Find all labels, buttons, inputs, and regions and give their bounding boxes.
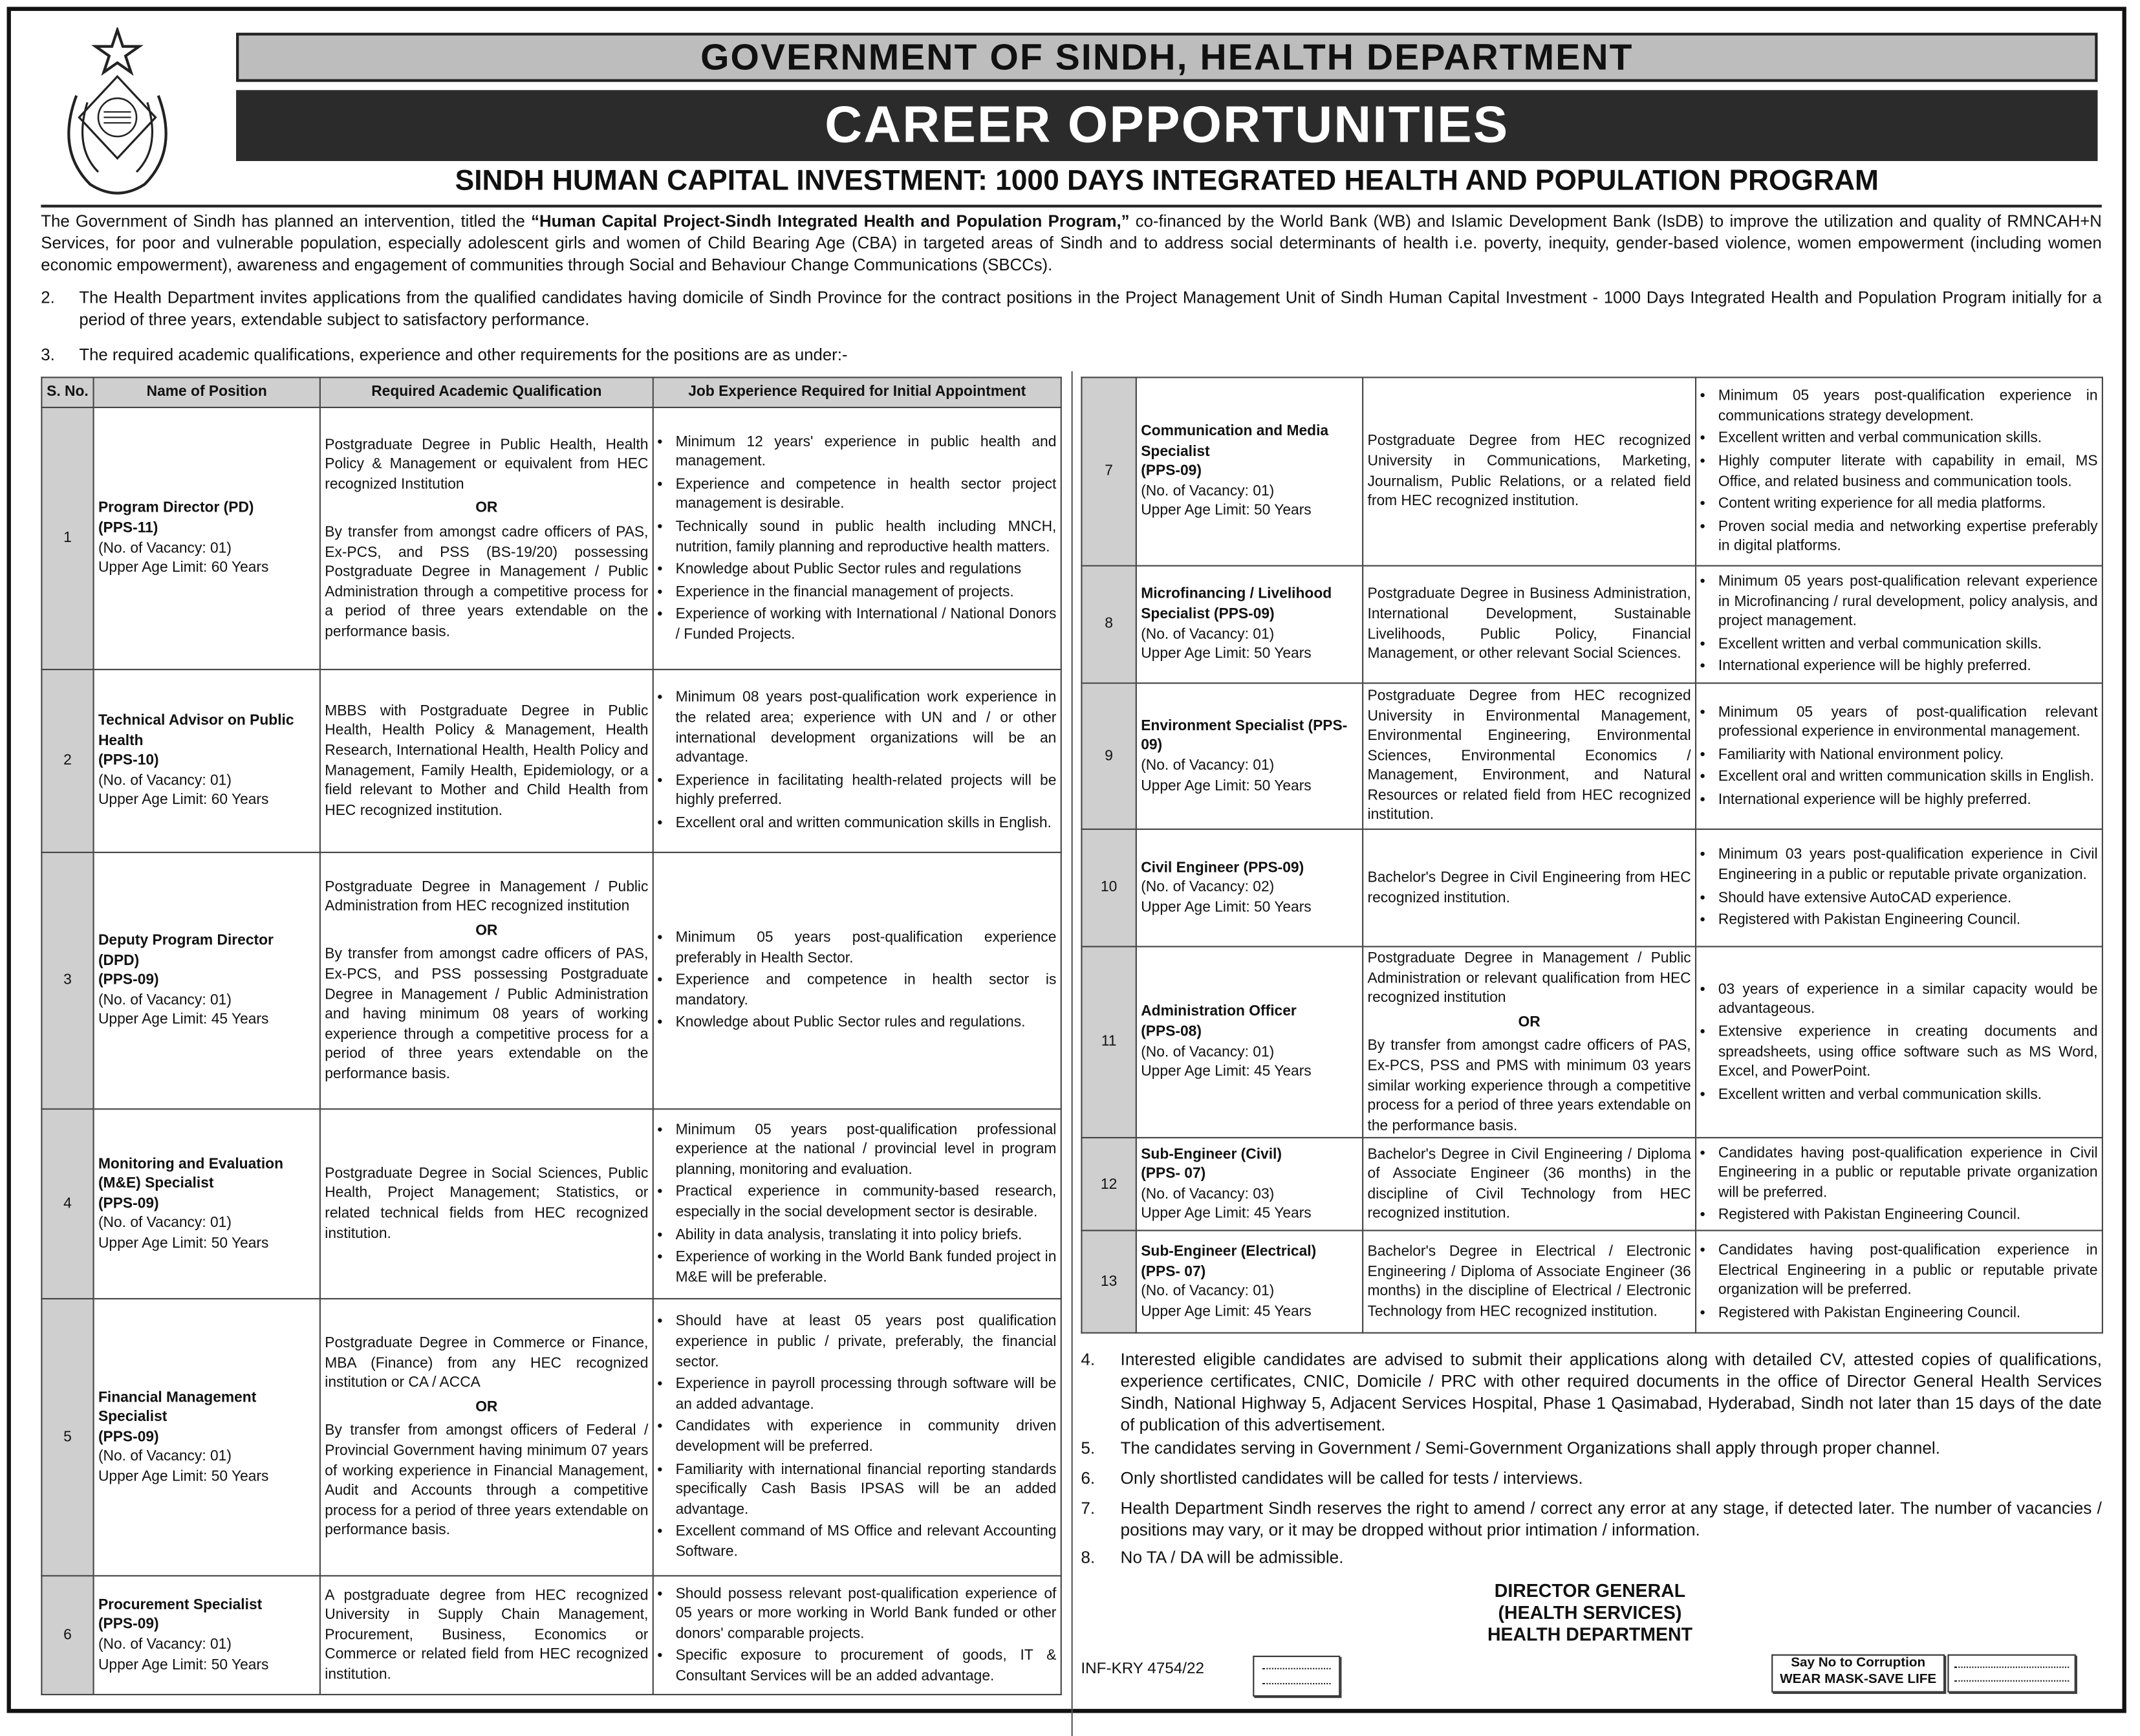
position-grade: (PPS-09) [1141, 462, 1202, 480]
experience-item: • Knowledge about Public Sector rules and regulations [676, 559, 1057, 580]
position-title: Sub-Engineer (Civil) [1141, 1145, 1282, 1163]
position-name-cell [94, 407, 320, 669]
table-row [41, 1109, 1061, 1299]
position-title: Deputy Program Director (DPD) [98, 932, 274, 969]
para2-number: 2. [41, 288, 55, 307]
intro-text-cont: co-financed by the World Bank (WB) and Islamic Development Bank (IsDB) to improve the utilization and quality of RMNCAH+N Services, for poor and vulnerable population, especially adolescent girls and women of Child Bearing Age (CBA) in targeted areas of Sindh and to address social determinants of health i.e. poverty, inequity, gender-based violence, women empowerment (including women economic empowerment), awareness and engagement of communities through Social and Behaviour Change Communications (SBCCs). [41, 212, 2102, 275]
para3-number: 3. [41, 345, 55, 365]
signatory-services: (HEALTH SERVICES) [1498, 1602, 1682, 1623]
experience-item: • International experience will be highly preferred. [1718, 657, 2098, 677]
serial-number: 7 [1081, 377, 1136, 565]
or-separator: OR [1518, 1014, 1540, 1030]
experience-cell [1696, 946, 2102, 1138]
experience-item: • Minimum 05 years of post-qualification relevant professional experience in environmental management. [1718, 702, 2098, 743]
table-row [1081, 683, 2102, 829]
serial-number: 11 [1081, 946, 1136, 1138]
qualification-cell [320, 407, 653, 669]
qualification-text: Bachelor's Degree in Civil Engineering / Diploma of Associate Engineer (36 months) in the discipline of Civil Technology from HEC recognized institution. [1367, 1145, 1691, 1222]
note-text: Only shortlisted candidates will be called for tests / interviews. [1120, 1468, 1583, 1488]
position-grade: (PPS-10) [98, 752, 159, 769]
position-title: Environment Specialist (PPS-09) [1141, 717, 1348, 754]
experience-item: • Excellent written and verbal communication skills. [1718, 429, 2098, 449]
qualification-text: A postgraduate degree from HEC recognized University in Supply Chain Management, Procurement, Business, Economics or Commerce or related field from HEC recognized institution. [325, 1587, 649, 1683]
experience-cell [653, 1109, 1061, 1299]
qualification-cell [1363, 829, 1696, 946]
table-row [41, 407, 1061, 669]
qualification-cell [1363, 377, 1696, 565]
experience-item: • Experience and competence in health sector project management is desirable. [676, 475, 1057, 515]
qualification-cell [320, 669, 653, 852]
experience-cell [1696, 829, 2102, 946]
note-number: 8. [1081, 1548, 1096, 1567]
table-row [41, 669, 1061, 852]
position-name-cell [94, 1109, 320, 1299]
experience-item: • Excellent oral and written communication skills in English. [676, 814, 1057, 834]
experience-item: • 03 years of experience in a similar capacity would be advantageous. [1718, 980, 2098, 1020]
experience-item: • Highly computer literate with capability in email, MS Office, and related business and communication tools. [1718, 451, 2098, 492]
experience-list [658, 688, 1056, 833]
experience-item: • Candidates with experience in community driven development will be preferred. [676, 1417, 1057, 1457]
serial-number: 12 [1081, 1138, 1136, 1231]
qualification-text: Postgraduate Degree in Public Health, Health Policy & Management or equivalent from HEC recognized Institution [325, 436, 649, 493]
vacancy-count: (No. of Vacancy: 01) [1141, 1283, 1275, 1300]
serial-number: 9 [1081, 683, 1136, 829]
experience-item: • Technically sound in public health including MNCH, nutrition, family planning and reproductive health matters. [676, 517, 1057, 558]
note-number: 5. [1081, 1438, 1096, 1458]
qualification-cell [1363, 1231, 1696, 1333]
experience-list [1700, 845, 2097, 931]
experience-item: • International experience will be highly preferred. [1718, 790, 2098, 810]
experience-item: • Excellent written and verbal communication skills. [1718, 1085, 2098, 1105]
experience-item: • Knowledge about Public Sector rules and regulations. [676, 1014, 1057, 1034]
experience-item: • Experience and competence in health sector is mandatory. [676, 971, 1057, 1011]
experience-item: • Experience in facilitating health-related projects will be highly preferred. [676, 771, 1057, 811]
qualification-text: Postgraduate Degree in Social Sciences, Public Health, Project Management; Statistics, or related technical fields from HEC recognized institution. [325, 1165, 649, 1242]
table-row [41, 1299, 1061, 1576]
qualification-text: Postgraduate Degree in Management / Public Administration or relevant qualification from HEC recognized institution [1367, 949, 1691, 1006]
vacancy-count: (No. of Vacancy: 01) [98, 992, 232, 1009]
qualification-text: By transfer from amongst cadre officers of PAS, Ex-PCS, and PSS (BS-19/20) possessing Postgraduate Degree in Management / Public Administration through a competitive process for a period of three years extendable on the performance basis. [325, 524, 649, 640]
qualification-cell [320, 852, 653, 1109]
upper-age-limit: Upper Age Limit: 60 Years [98, 559, 269, 576]
upper-age-limit: Upper Age Limit: 50 Years [98, 1468, 269, 1485]
experience-list [1700, 386, 2097, 556]
serial-number: 13 [1081, 1231, 1136, 1333]
qualification-cell [320, 1576, 653, 1695]
experience-item: • Minimum 05 years post-qualification experience preferably in Health Sector. [676, 928, 1057, 968]
position-name-cell [1136, 1138, 1363, 1231]
qualification-text: Postgraduate Degree in Management / Public Administration from HEC recognized institution [325, 878, 649, 915]
vacancy-count: (No. of Vacancy: 01) [98, 772, 232, 789]
position-name-cell [94, 1576, 320, 1695]
vacancy-count: (No. of Vacancy: 02) [1141, 879, 1275, 896]
header-experience: Job Experience Required for Initial Appointment [653, 377, 1061, 407]
position-grade: (PPS- 07) [1141, 1166, 1206, 1183]
experience-item: • Excellent oral and written communication skills in English. [1718, 768, 2098, 788]
qualification-text: By transfer from amongst cadre officers of PAS, Ex-PCS, and PSS possessing Postgraduate Degree in Management / Public Administration and having minimum 08 years of working experience through a competitive process for a period of three years extendable on the performance basis. [325, 946, 649, 1083]
experience-item: • Candidates having post-qualification experience in Electrical Engineering in a public or reputable private organization will be preferred. [1718, 1241, 2098, 1301]
positions-table-right [1081, 376, 2103, 1334]
upper-age-limit: Upper Age Limit: 45 Years [1141, 1303, 1312, 1320]
position-name-cell [1136, 1231, 1363, 1333]
or-separator: OR [475, 500, 498, 517]
intro-paragraph [41, 210, 2102, 276]
para2-text: The Health Department invites applications from the qualified candidates having domicile of Sindh Province for the contract positions in the Project Management Unit of Sindh Human Capital Investment - 1000 Days Integrated Health and Population Program initially for a period of three years, extendable subject to satisfactory performance. [79, 288, 2102, 329]
positions-table-left [41, 376, 1062, 1695]
signatory-department: HEALTH DEPARTMENT [1487, 1624, 1693, 1645]
program-title: SINDH HUMAN CAPITAL INVESTMENT: 1000 DAYS INTEGRATED HEALTH AND POPULATION PROGRAM [455, 165, 1879, 197]
experience-item: • Registered with Pakistan Engineering Council. [1718, 1303, 2098, 1323]
experience-item: • Should have at least 05 years post qualification experience in public / private, preferably, the financial sector. [676, 1312, 1057, 1372]
experience-item: • Minimum 05 years post-qualification experience in communications strategy development. [1718, 386, 2098, 426]
experience-item: • Proven social media and networking expertise preferably in digital platforms. [1718, 517, 2098, 557]
signature-block [1406, 1581, 1775, 1646]
position-title: Program Director (PD) [98, 500, 254, 517]
position-title: Administration Officer [1141, 1004, 1297, 1021]
position-grade: (PPS-09) [98, 1195, 159, 1212]
experience-list [658, 1120, 1056, 1288]
experience-list [1700, 1144, 2097, 1226]
position-name-cell [94, 852, 320, 1109]
serial-number: 1 [41, 407, 93, 669]
experience-item: • Experience in the financial management of projects. [676, 582, 1057, 602]
note-text: Health Department Sindh reserves the right to amend / correct any error at any stage, if detected later. The number of vacancies / positions may vary, or it may be dropped without prior intimation / information. [1120, 1499, 2102, 1540]
experience-item: • Excellent command of MS Office and relevant Accounting Software. [676, 1523, 1057, 1563]
qualification-cell [320, 1299, 653, 1576]
position-name-cell [94, 669, 320, 852]
position-title: Financial Management Specialist [98, 1389, 257, 1426]
position-grade: (PPS- 07) [1141, 1263, 1206, 1280]
qualification-cell [320, 1109, 653, 1299]
or-separator: OR [475, 922, 498, 939]
serial-number: 4 [41, 1109, 93, 1299]
vacancy-count: (No. of Vacancy: 01) [98, 1215, 232, 1232]
position-title: Civil Engineer (PPS-09) [1141, 859, 1304, 876]
note-number: 7. [1081, 1499, 1096, 1518]
upper-age-limit: Upper Age Limit: 45 Years [1141, 1063, 1312, 1080]
qualification-text: Postgraduate Degree in Business Administration, International Development, Sustainable Livelihoods, Public Policy, Financial Management, or other relevant Social Sciences. [1367, 585, 1691, 662]
position-grade: (PPS-09) [98, 1616, 159, 1633]
position-title: Communication and Media Specialist [1141, 423, 1329, 460]
experience-item: • Candidates having post-qualification experience in Civil Engineering in a public or reputable private organization will be preferred. [1718, 1144, 2098, 1203]
department-title: GOVERNMENT OF SINDH, HEALTH DEPARTMENT [236, 33, 2097, 82]
position-title: Procurement Specialist [98, 1596, 263, 1613]
experience-item: • Minimum 08 years post-qualification work experience in the related area; experience with UN and / or other international development organizations will be an advantage. [676, 688, 1057, 768]
table-row [1081, 1138, 2102, 1231]
reference-number: INF-KRY 4754/22 [1081, 1661, 1205, 1678]
serial-number: 2 [41, 669, 93, 852]
experience-item: • Content writing experience for all media platforms. [1718, 494, 2098, 514]
experience-item: • Minimum 05 years post-qualification professional experience at the national / provincial level in program planning, monitoring and evaluation. [676, 1120, 1057, 1180]
upper-age-limit: Upper Age Limit: 50 Years [98, 1656, 269, 1673]
upper-age-limit: Upper Age Limit: 50 Years [1141, 503, 1312, 519]
experience-item: • Specific exposure to procurement of goods, IT & Consultant Services will be an added advantage. [676, 1647, 1057, 1687]
urdu-slogan-box [1253, 1656, 1340, 1697]
position-title: Sub-Engineer (Electrical) [1141, 1243, 1317, 1261]
table-row [41, 1576, 1061, 1695]
note-number: 6. [1081, 1468, 1096, 1488]
vacancy-count: (No. of Vacancy: 01) [98, 1636, 232, 1653]
experience-list [658, 928, 1056, 1033]
or-separator: OR [475, 1398, 498, 1415]
upper-age-limit: Upper Age Limit: 50 Years [1141, 646, 1312, 662]
experience-cell [1696, 683, 2102, 829]
qualification-cell [1363, 683, 1696, 829]
qualification-text: By transfer from amongst cadre officers of PAS, Ex-PCS, PSS and PMS with minimum 03 years similar working experience through a competitive process for a period of three years extendable on the performance basis. [1367, 1037, 1691, 1134]
experience-item: • Ability in data analysis, translating it into policy briefs. [676, 1225, 1057, 1245]
note-number: 4. [1081, 1350, 1096, 1369]
experience-cell [653, 407, 1061, 669]
position-grade: (PPS-09) [98, 971, 159, 989]
table-row [1081, 829, 2102, 946]
upper-age-limit: Upper Age Limit: 50 Years [1141, 899, 1312, 916]
serial-number: 8 [1081, 566, 1136, 683]
slogan-mask: WEAR MASK-SAVE LIFE [1780, 1672, 1937, 1687]
qualification-cell [1363, 946, 1696, 1138]
vacancy-count: (No. of Vacancy: 01) [98, 1448, 232, 1465]
serial-number: 5 [41, 1299, 93, 1576]
anti-corruption-slogan-box [1771, 1655, 1945, 1693]
position-name-cell [1136, 683, 1363, 829]
qualification-text: By transfer from amongst officers of Federal / Provincial Government having minimum 07 years of working experience in Financial Management, Audit and Accounts through a competitive process for a period of three years extendable on performance basis. [325, 1422, 649, 1539]
qualification-cell [1363, 1138, 1696, 1231]
experience-item: • Experience in payroll processing through software will be an added advantage. [676, 1375, 1057, 1415]
qualification-text: Postgraduate Degree from HEC recognized University in Environmental Management, Environmental Engineering, Environmental Sciences, Environmental Economics / Management, Environment, and Natural Resources or related field from HEC recognized institution. [1367, 688, 1691, 824]
para3-text: The required academic qualifications, experience and other requirements for the positions are as under:- [79, 345, 848, 365]
experience-cell [1696, 1231, 2102, 1333]
position-title: Microfinancing / Livelihood Specialist (PPS-09) [1141, 585, 1332, 623]
position-name-cell [1136, 566, 1363, 683]
vacancy-count: (No. of Vacancy: 01) [1141, 625, 1275, 642]
note-text: Interested eligible candidates are advised to submit their applications along with detailed CV, attested copies of qualifications, experience certificates, CNIC, Domicile / PRC with other required documents in the office of Director General Health Services Sindh, National Highway 5, Adjacent Services Hospital, Phase 1 Qasimabad, Hyderabad, Sindh not later than 15 days of the date of publication of this advertisement. [1120, 1350, 2102, 1435]
signatory-title: DIRECTOR GENERAL [1494, 1580, 1686, 1601]
experience-list [658, 1584, 1056, 1686]
experience-item: • Familiarity with National environment policy. [1718, 745, 2098, 765]
qualification-text: MBBS with Postgraduate Degree in Public Health, Health Policy & Management, Health Research, International Health, Health Policy and Management, Family Health, Epidemiology, or a field relevant to Mother and Child Health from HEC recognized institution. [325, 702, 649, 819]
position-title: Technical Advisor on Public Health [98, 712, 294, 749]
experience-list [1700, 980, 2097, 1105]
header-sno: S. No. [41, 377, 93, 407]
header-name: Name of Position [94, 377, 320, 407]
experience-list [658, 432, 1056, 645]
experience-cell [653, 1576, 1061, 1695]
sindh-government-emblem [49, 27, 186, 204]
table-row [1081, 1231, 2102, 1333]
qualification-cell [1363, 566, 1696, 683]
experience-item: • Minimum 03 years post-qualification experience in Civil Engineering in a public or reputable private organization. [1718, 845, 2098, 885]
experience-item: • Should have extensive AutoCAD experience. [1718, 888, 2098, 908]
urdu-slogan-box-2 [1947, 1655, 2075, 1693]
experience-list [1700, 572, 2097, 677]
serial-number: 3 [41, 852, 93, 1109]
position-name-cell [1136, 829, 1363, 946]
experience-item: • Experience of working with International / National Donors / Funded Projects. [676, 605, 1057, 645]
upper-age-limit: Upper Age Limit: 60 Years [98, 792, 269, 809]
note-text: No TA / DA will be admissible. [1120, 1548, 1344, 1567]
table-row [1081, 946, 2102, 1138]
serial-number: 6 [41, 1576, 93, 1695]
position-name-cell [1136, 946, 1363, 1138]
qualification-text: Postgraduate Degree from HEC recognized University in Communications, Marketing, Journalism, Public Relations, or a related field from HEC recognized institution. [1367, 433, 1691, 510]
qualification-text: Bachelor's Degree in Civil Engineering from HEC recognized institution. [1367, 869, 1691, 906]
position-grade: (PPS-11) [98, 519, 158, 537]
experience-item: • Should possess relevant post-qualification experience of 05 years or more working in World Bank funded or other donors' comparable projects. [676, 1584, 1057, 1644]
vacancy-count: (No. of Vacancy: 01) [1141, 757, 1275, 774]
upper-age-limit: Upper Age Limit: 45 Years [98, 1012, 269, 1028]
position-grade: (PPS-09) [98, 1428, 159, 1446]
upper-age-limit: Upper Age Limit: 45 Years [1141, 1206, 1312, 1222]
experience-list [658, 1312, 1056, 1562]
position-title: Monitoring and Evaluation (M&E) Specialist [98, 1155, 284, 1192]
intro-project-name: “Human Capital Project-Sindh Integrated Health and Population Program,” [531, 212, 1130, 231]
slogan-corruption: Say No to Corruption [1791, 1655, 1926, 1671]
intro-text: The Government of Sindh has planned an intervention, titled the [41, 212, 532, 231]
experience-cell [653, 669, 1061, 852]
vacancy-count: (No. of Vacancy: 01) [1141, 1043, 1275, 1061]
vacancy-count: (No. of Vacancy: 03) [1141, 1186, 1275, 1202]
position-name-cell [1136, 377, 1363, 565]
experience-cell [653, 1299, 1061, 1576]
qualification-text: Bachelor's Degree in Electrical / Electronic Engineering / Diploma of Associate Engineer (36 months) in the discipline of Electrical / Electronic Technology from HEC recognized institution. [1367, 1243, 1691, 1320]
vacancy-count: (No. of Vacancy: 01) [1141, 483, 1275, 499]
experience-item: • Registered with Pakistan Engineering Council. [1718, 1206, 2098, 1226]
page-title: CAREER OPPORTUNITIES [236, 90, 2097, 161]
position-grade: (PPS-08) [1141, 1023, 1202, 1041]
table-row [41, 852, 1061, 1109]
table-header-row [41, 377, 1061, 407]
experience-cell [1696, 377, 2102, 565]
experience-cell [1696, 1138, 2102, 1231]
upper-age-limit: Upper Age Limit: 50 Years [98, 1235, 269, 1252]
experience-item: • Registered with Pakistan Engineering Council. [1718, 911, 2098, 931]
experience-item: • Experience of working in the World Bank funded project in M&E will be preferable. [676, 1248, 1057, 1288]
experience-item: • Familiarity with international financial reporting standards specifically Cash Basis IPSAS will be an added advantage. [676, 1460, 1057, 1519]
experience-cell [1696, 566, 2102, 683]
header-qualification: Required Academic Qualification [320, 377, 653, 407]
serial-number: 10 [1081, 829, 1136, 946]
experience-item: • Minimum 05 years post-qualification relevant experience in Microfinancing / rural development, policy analysis, and project management. [1718, 572, 2098, 631]
experience-list [1700, 1241, 2097, 1323]
column-divider [1072, 371, 1073, 1736]
qualification-text: Postgraduate Degree in Commerce or Finance, MBA (Finance) from any HEC recognized institution or CA / ACCA [325, 1334, 649, 1391]
note-text: The candidates serving in Government / Semi-Government Organizations shall apply through proper channel. [1120, 1438, 1940, 1458]
table-row [1081, 377, 2102, 565]
experience-item: • Excellent written and verbal communication skills. [1718, 635, 2098, 655]
position-name-cell [94, 1299, 320, 1576]
experience-item: • Minimum 12 years' experience in public health and management. [676, 432, 1057, 472]
experience-list [1700, 702, 2097, 810]
table-row [1081, 566, 2102, 683]
header-divider [41, 205, 2102, 208]
experience-item: • Extensive experience in creating documents and spreadsheets, using office software such as MS Word, Excel, and PowerPoint. [1718, 1023, 2098, 1082]
experience-item: • Practical experience in community-based research, especially in the social development sector is desirable. [676, 1182, 1057, 1222]
experience-cell [653, 852, 1061, 1109]
vacancy-count: (No. of Vacancy: 01) [98, 539, 232, 556]
upper-age-limit: Upper Age Limit: 50 Years [1141, 777, 1312, 794]
